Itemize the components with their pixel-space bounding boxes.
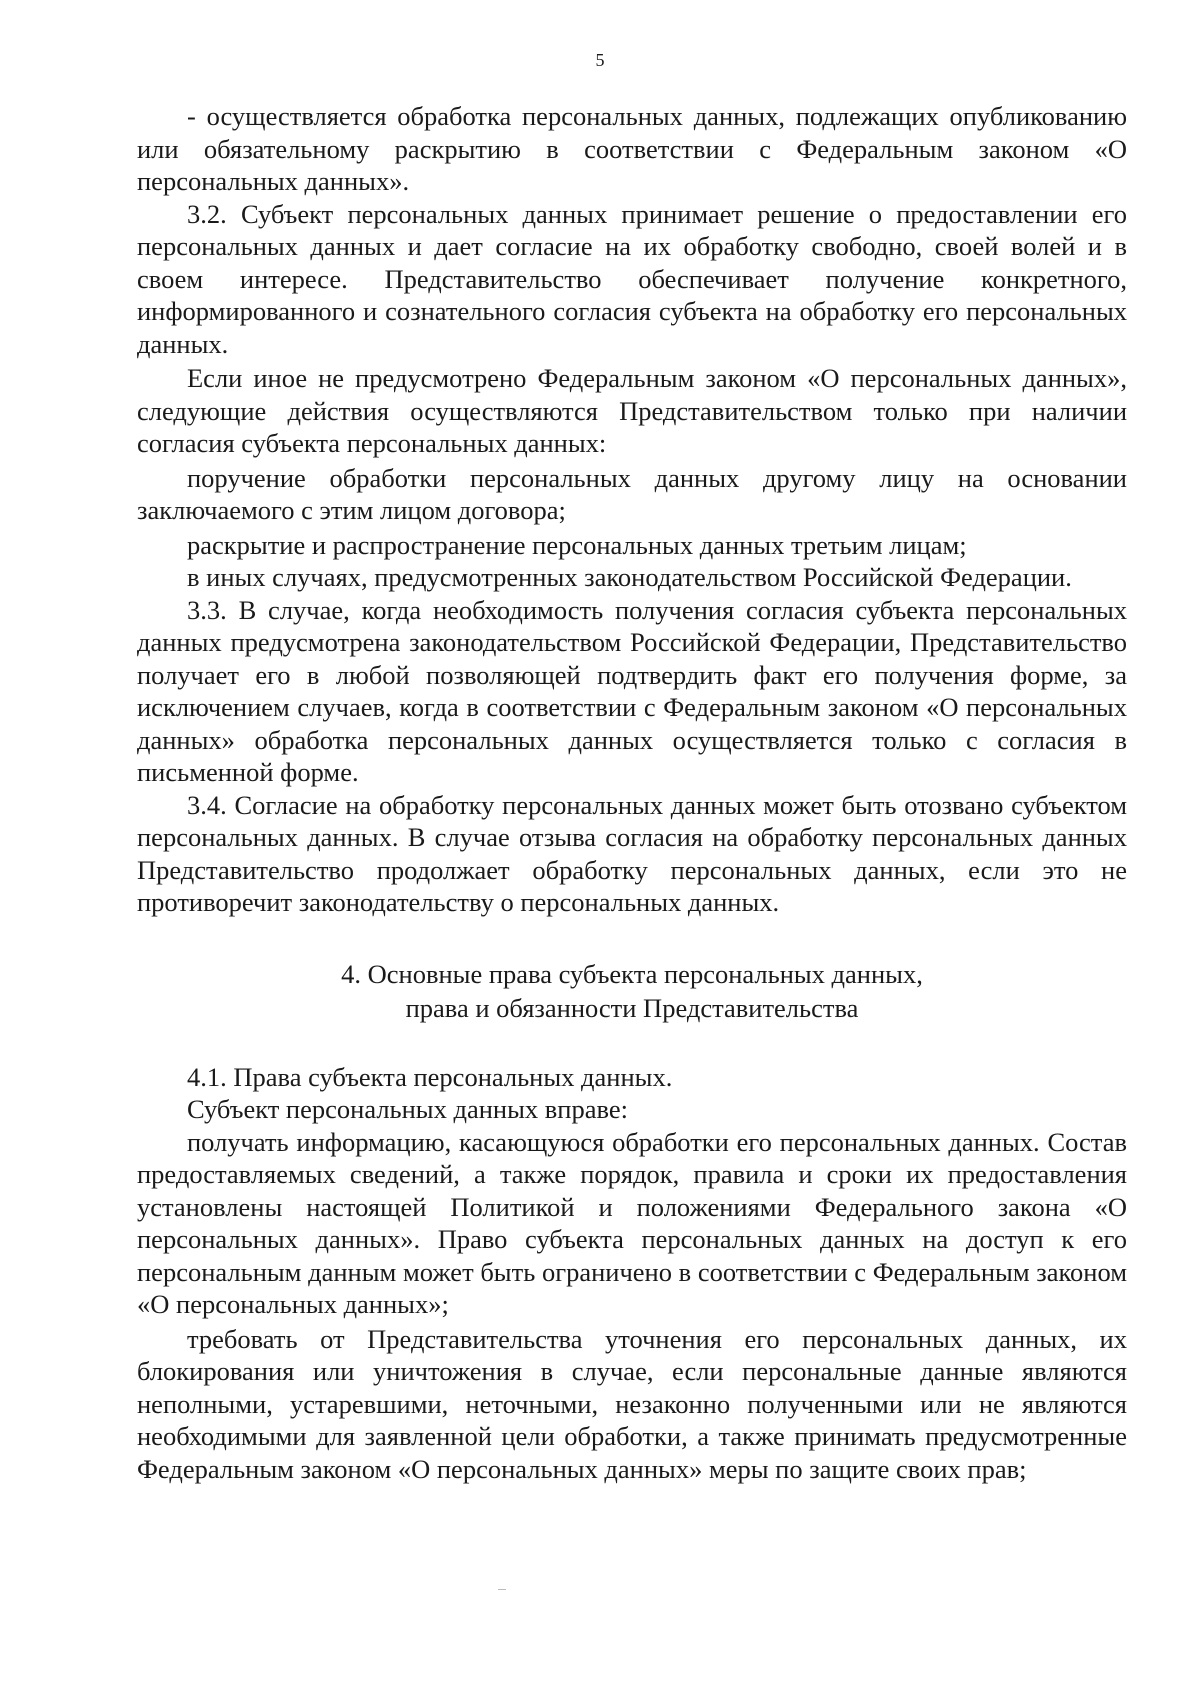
paragraph: Если иное не предусмотрено Федеральным законом «О персональных данных», следующие действия осуществляются Представительством только при наличии согласия субъекта персональных данных: xyxy=(137,363,1127,458)
section-title-line-2: права и обязанности Представительства xyxy=(405,992,859,1023)
document-body xyxy=(137,100,1127,1485)
page-number: 5 xyxy=(595,50,605,70)
paragraph: получать информацию, касающуюся обработки его персональных данных. Состав предоставляемых сведений, а также порядок, правила и сроки их предоставления установлены настоящей Политикой и положениями Федерального закона «О персональных данных». Право субъекта персональных данных на доступ к его персональным данным может быть ограничено в соответствии с Федеральным законом «О персональных данных»; xyxy=(137,1126,1127,1319)
paragraph: 3.4. Согласие на обработку персональных данных может быть отозвано субъектом персональных данных. В случае отзыва согласия на обработку персональных данных Представительство продолжает обработку персональных данных, если это не противоречит законодательству о персональных данных. xyxy=(137,789,1127,917)
section-title-line-1: 4. Основные права субъекта персональных данных, xyxy=(341,958,923,989)
paragraph: 3.2. Субъект персональных данных принимает решение о предоставлении его персональных данных и дает согласие на их обработку свободно, своей волей и в своем интересе. Представительство обеспечивает получение конкретного, информированного и сознательного согласия субъекта на обработку его персональных данных. xyxy=(137,198,1127,359)
paragraph: поручение обработки персональных данных другому лицу на основании заключаемого с этим лицом договора; xyxy=(137,462,1127,525)
paragraph: раскрытие и распространение персональных данных третьим лицам; xyxy=(187,529,967,560)
paragraph: в иных случаях, предусмотренных законодательством Российской Федерации. xyxy=(187,562,1072,592)
paragraph: Субъект персональных данных вправе: xyxy=(187,1094,628,1124)
scan-mark xyxy=(498,1589,506,1590)
paragraph: 3.3. В случае, когда необходимость получения согласия субъекта персональных данных предусмотрена законодательством Российской Федерации, Представительство получает его в любой позволяющей подтвердить факт его получения форме, за исключением случаев, когда в соответствии с Федеральным законом «О персональных данных» обработка персональных данных осуществляется только с согласия в письменной форме. xyxy=(137,594,1127,787)
section-title xyxy=(137,957,1127,1025)
paragraph: 4.1. Права субъекта персональных данных. xyxy=(187,1061,673,1092)
paragraph: - осуществляется обработка персональных данных, подлежащих опубликованию или обязательному раскрытию в соответствии с Федеральным законом «О персональных данных». xyxy=(137,101,1127,196)
paragraph: требовать от Представительства уточнения его персональных данных, их блокирования или уничтожения в случае, если персональные данные являются неполными, устаревшими, неточными, незаконно полученными или не являются необходимыми для заявленной цели обработки, а также принимать предусмотренные Федеральным законом «О персональных данных» меры по защите своих прав; xyxy=(137,1323,1127,1484)
